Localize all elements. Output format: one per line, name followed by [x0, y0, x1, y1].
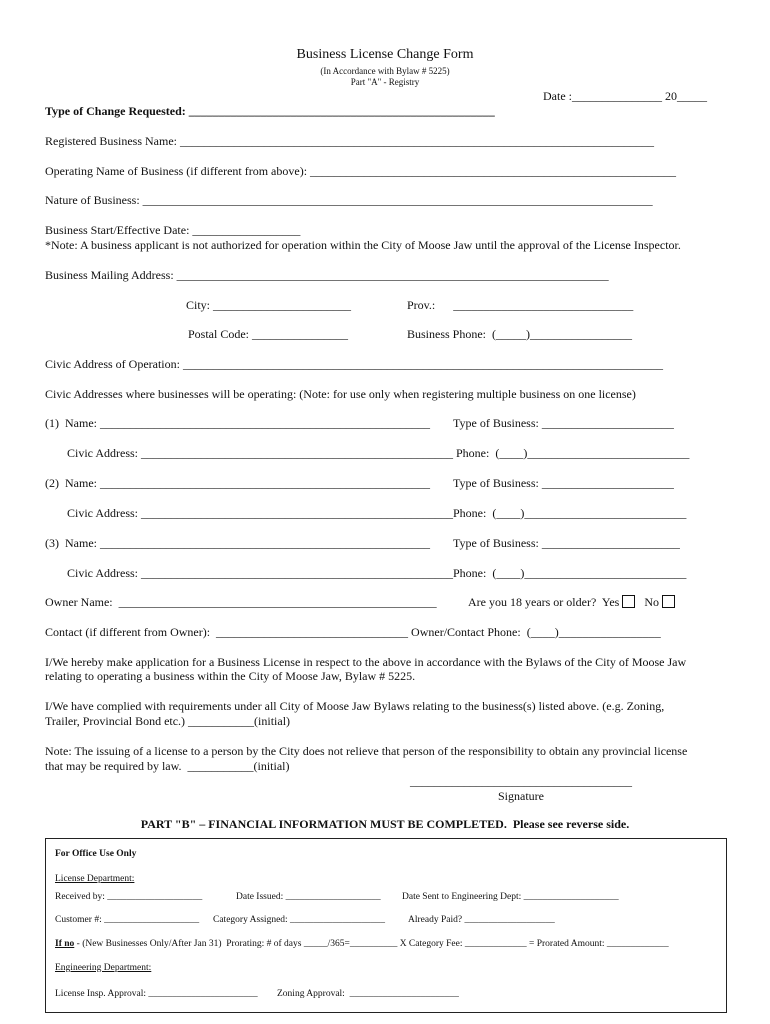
business-start-date-field[interactable]: Business Start/Effective Date: __________________	[45, 223, 301, 237]
city-field[interactable]: City: _______________________	[186, 298, 352, 312]
customer-number-field[interactable]: Customer #: ____________________	[55, 915, 200, 925]
bylaw-subtitle: (In Accordance with Bylaw # 5225)	[320, 66, 450, 76]
entry-1-civic-address-field[interactable]: Civic Address: ____________________________________________________	[67, 446, 453, 460]
authorization-note: *Note: A business applicant is not authorized for operation within the City of Moose Jaw until the approval of the License Inspector.	[45, 238, 681, 252]
entry-1-phone-field[interactable]: Phone: (____)___________________________	[456, 446, 690, 460]
age-question-label: Are you 18 years or older?	[468, 595, 597, 609]
signature-label: Signature	[498, 789, 544, 803]
owner-name-field[interactable]: Owner Name: _____________________________________________________	[45, 595, 437, 609]
business-phone-field[interactable]: Business Phone: (_____)_________________	[407, 327, 632, 341]
if-no-label: If no	[55, 939, 75, 949]
entry-3-name-field[interactable]: (3) Name: _______________________________________________________	[45, 536, 430, 550]
prorating-row	[55, 938, 669, 950]
entry-2-type-field[interactable]: Type of Business: ______________________	[453, 476, 674, 490]
entry-1-name-field[interactable]: (1) Name: _______________________________________________________	[45, 416, 430, 430]
office-use-heading: For Office Use Only	[55, 849, 137, 859]
civic-address-operation-field[interactable]: Civic Address of Operation: ________________________________________________________________________________	[45, 357, 663, 371]
date-issued-field[interactable]: Date Issued: ____________________	[236, 892, 381, 902]
yes-label: Yes	[601, 595, 620, 609]
yes-checkbox[interactable]	[622, 595, 635, 608]
mailing-address-field[interactable]: Business Mailing Address: ________________________________________________________________________	[45, 268, 609, 282]
entry-2-name-field[interactable]: (2) Name: _______________________________________________________	[45, 476, 430, 490]
entry-1-type-field[interactable]: Type of Business: ______________________	[453, 416, 674, 430]
category-assigned-field[interactable]: Category Assigned: ____________________	[213, 915, 386, 925]
entry-2-phone-field[interactable]: Phone: (____)___________________________	[453, 506, 687, 520]
multiple-civic-addresses-note: Civic Addresses where businesses will be operating: (Note: for use only when registering multiple business on one license)	[45, 387, 636, 401]
part-b-notice: PART "B" – FINANCIAL INFORMATION MUST BE COMPLETED. Please see reverse side.	[140, 817, 630, 831]
prorating-field[interactable]: - (New Businesses Only/After Jan 31) Prorating: # of days _____/365=__________ X Category Fee: _____________ = Prorated Amount: _____________	[74, 939, 669, 949]
license-note-initial-field[interactable]: that may be required by law. ___________(initial)	[45, 759, 290, 773]
zoning-approval-field[interactable]: Zoning Approval: _______________________	[277, 989, 459, 999]
compliance-line-1: I/We have complied with requirements under all City of Moose Jaw Bylaws relating to the business(s) listed above. (e.g. Zoning,	[45, 699, 665, 713]
signature-field[interactable]: _____________________________________	[410, 774, 632, 788]
no-label: No	[644, 595, 659, 609]
entry-2-civic-address-field[interactable]: Civic Address: ____________________________________________________	[67, 506, 453, 520]
postal-code-field[interactable]: Postal Code: ________________	[188, 327, 349, 341]
already-paid-field[interactable]: Already Paid? ___________________	[408, 915, 555, 925]
operating-name-field[interactable]: Operating Name of Business (if different from above): _____________________________________________________________	[45, 164, 677, 178]
entry-3-civic-address-field[interactable]: Civic Address: ____________________________________________________	[67, 566, 453, 580]
nature-of-business-field[interactable]: Nature of Business: _____________________________________________________________________________________	[45, 193, 653, 207]
age-question	[468, 595, 678, 609]
entry-3-type-field[interactable]: Type of Business: _______________________	[453, 536, 680, 550]
compliance-initial-field[interactable]: Trailer, Provincial Bond etc.) ___________(initial)	[45, 714, 291, 728]
registered-business-name-field[interactable]: Registered Business Name: _______________________________________________________________________________	[45, 134, 654, 148]
part-a-subtitle: Part "A" - Registry	[350, 77, 420, 87]
type-of-change-field[interactable]: Type of Change Requested: ___________________________________________________	[45, 104, 495, 118]
entry-3-phone-field[interactable]: Phone: (____)___________________________	[453, 566, 687, 580]
page-title: Business License Change Form	[296, 47, 474, 62]
license-note-line-1: Note: The issuing of a license to a person by the City does not relieve that person of the responsibility to obtain any provincial license	[45, 744, 688, 758]
contact-field[interactable]: Contact (if different from Owner): ________________________________ Owner/Contact Phone: (____)_________________	[45, 625, 661, 639]
declaration-line-1: I/We hereby make application for a Business License in respect to the above in accordance with the Bylaws of the City of Moose Jaw	[45, 655, 687, 669]
engineering-department-heading: Engineering Department:	[55, 963, 152, 973]
license-inspector-approval-field[interactable]: License Insp. Approval: _______________________	[55, 989, 258, 999]
license-department-heading: License Department:	[55, 874, 135, 884]
date-field[interactable]: Date :_______________ 20_____	[543, 89, 707, 103]
no-checkbox[interactable]	[662, 595, 675, 608]
date-sent-engineering-field[interactable]: Date Sent to Engineering Dept: ____________________	[402, 892, 619, 902]
declaration-line-2: relating to operating a business within the City of Moose Jaw, Bylaw # 5225.	[45, 669, 416, 683]
province-field[interactable]: Prov.: ______________________________	[407, 298, 634, 312]
received-by-field[interactable]: Received by: ____________________	[55, 892, 203, 902]
office-use-box	[45, 838, 727, 1013]
